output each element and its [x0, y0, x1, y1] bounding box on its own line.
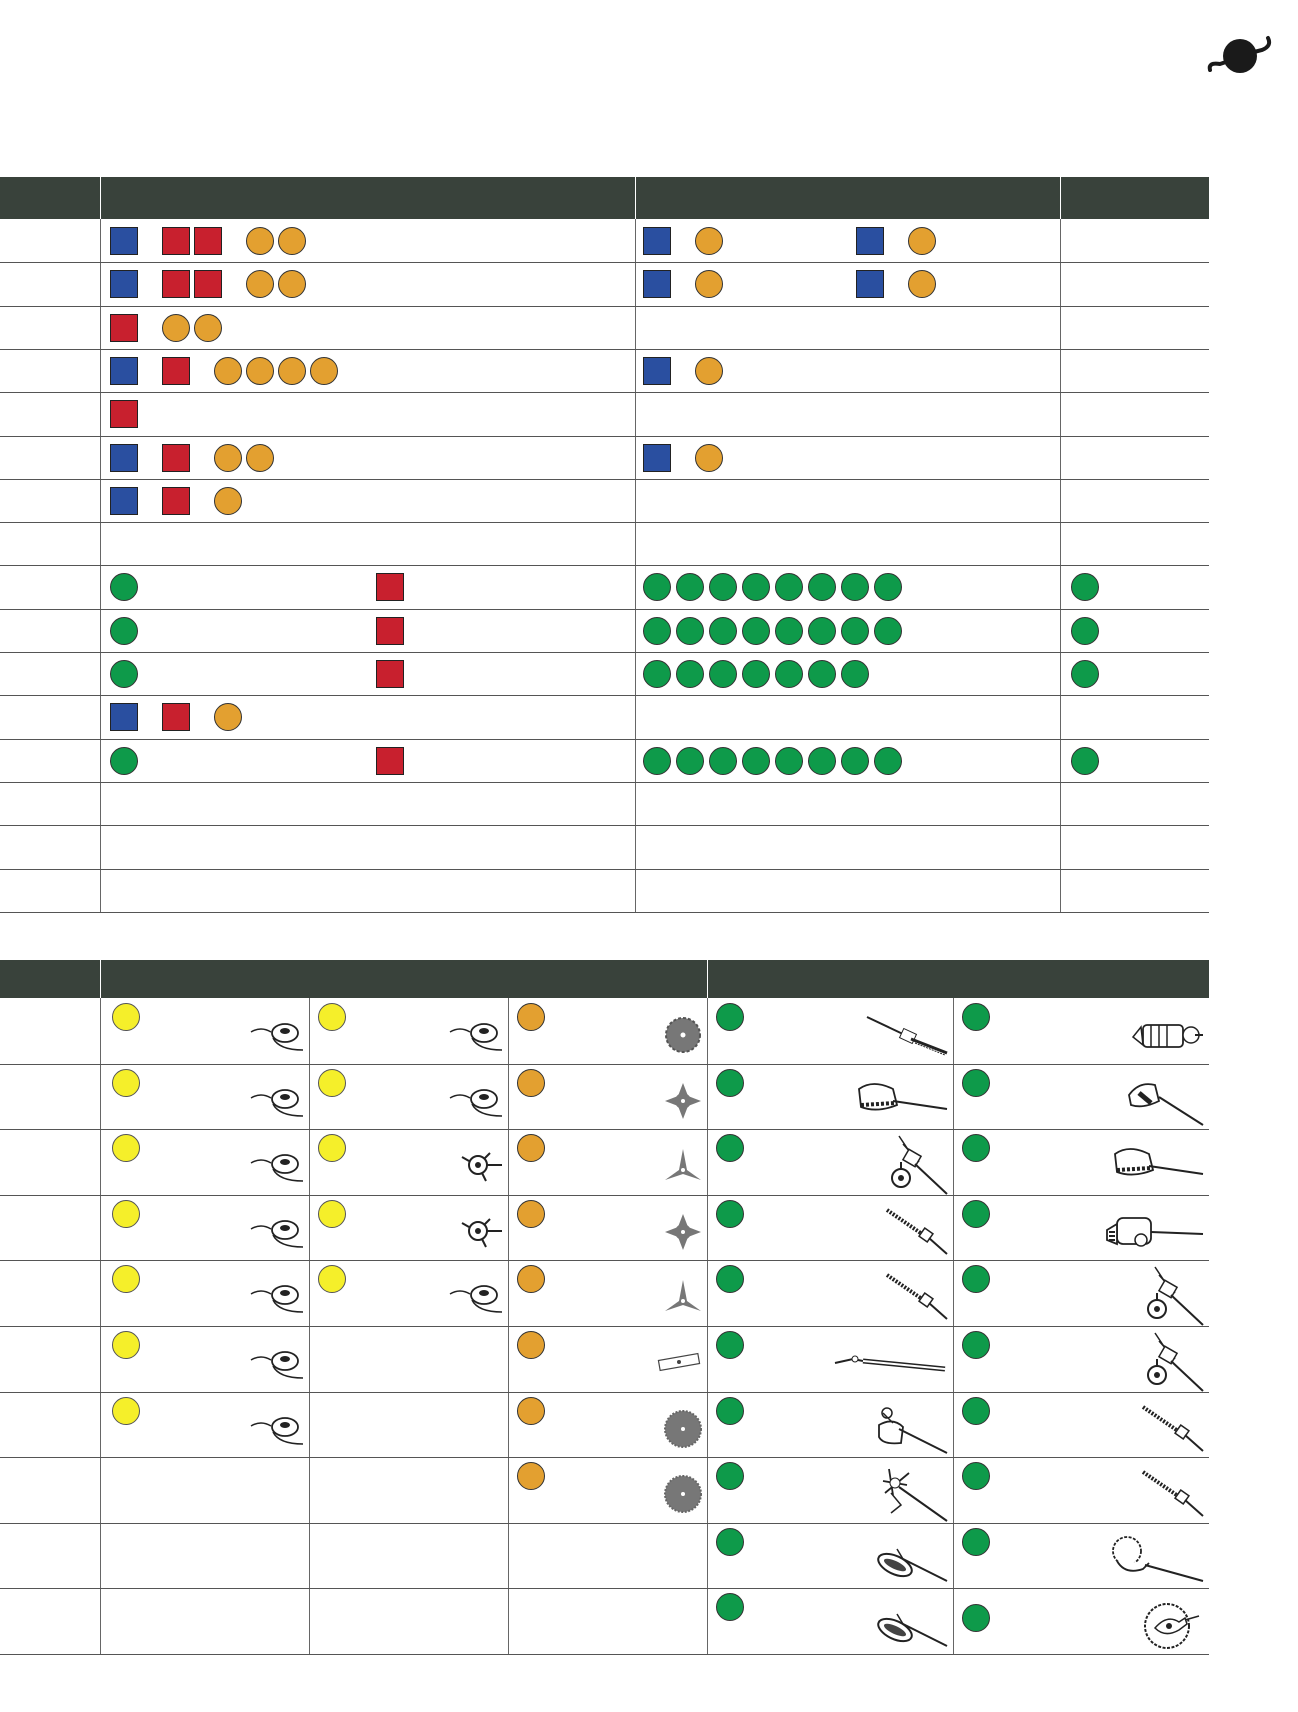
planet-logo-icon — [1206, 34, 1274, 78]
table2-col3-row4-orange-dot — [517, 1200, 545, 1228]
table1-row4-col2-orange-dot — [695, 357, 723, 385]
hedge-trimmer-icon — [885, 1271, 949, 1328]
table1-row3-orange-dot — [194, 314, 222, 342]
table1-row3-red-square — [110, 314, 138, 342]
cultivator-icon — [885, 1134, 949, 1203]
table2-col5-row8-green-dot — [962, 1462, 990, 1490]
table1-row10-col2-green-dot — [874, 617, 902, 645]
triangle-blade-icon — [663, 1277, 703, 1322]
sweeper-attachment-icon — [1125, 1075, 1205, 1132]
tri-blade-head-icon — [460, 1147, 504, 1190]
table2-col1-row5-yellow-dot — [112, 1265, 140, 1293]
table1-header-col1 — [101, 177, 635, 219]
saw-blade-icon — [1139, 1598, 1205, 1657]
table2-col5-row6-green-dot — [962, 1331, 990, 1359]
edger-icon — [873, 1403, 949, 1460]
table1-row6-blue-square — [110, 444, 138, 472]
table1-row2-orange-dot — [278, 270, 306, 298]
table2-col3-row5-orange-dot — [517, 1265, 545, 1293]
table2-col5-row5-green-dot — [962, 1265, 990, 1293]
trimmer-head-icon — [249, 1213, 305, 1256]
table1-row13-green-dot — [110, 747, 138, 775]
table1-row13-col2-green-dot — [643, 747, 671, 775]
trimmer-head-icon — [249, 1147, 305, 1190]
saw-blade-attachment-icon — [1105, 1535, 1205, 1590]
table1-row10-col2-green-dot — [775, 617, 803, 645]
extension-pole-icon — [833, 1347, 949, 1384]
table2-col3-row6-orange-dot — [517, 1331, 545, 1359]
table1-row4-orange-dot — [246, 357, 274, 385]
serrated-blade-icon — [663, 1015, 703, 1060]
table1-row11-col2-green-dot — [808, 660, 836, 688]
tri-blade-head-icon — [460, 1213, 504, 1256]
table1-row2-red-square — [194, 270, 222, 298]
table1-row10-col2-green-dot — [709, 617, 737, 645]
table1-row13-col2-green-dot — [874, 747, 902, 775]
table2-header-col2 — [708, 960, 1209, 998]
power-broom-icon — [1101, 1210, 1205, 1259]
table1-row2-col2b-blue-square — [856, 270, 884, 298]
cultivator-icon — [1141, 1265, 1205, 1334]
hedge-trimmer-icon — [1141, 1403, 1205, 1460]
table1-row10-col2-green-dot — [742, 617, 770, 645]
table2-col3-row3-orange-dot — [517, 1134, 545, 1162]
hedge-trimmer-icon — [885, 1206, 949, 1263]
table1-row11-col2-green-dot — [841, 660, 869, 688]
table1-row13-col2-green-dot — [841, 747, 869, 775]
table1-row10-col2-green-dot — [643, 617, 671, 645]
table2-col4-row7-green-dot — [716, 1397, 744, 1425]
table1-row10-red-square — [376, 617, 404, 645]
table1-row13-col2-green-dot — [775, 747, 803, 775]
table1-row1-blue-square — [110, 227, 138, 255]
table2-col1-row4-yellow-dot — [112, 1200, 140, 1228]
table2-col5-row10-green-dot — [962, 1604, 990, 1632]
table2-col4-row4-green-dot — [716, 1200, 744, 1228]
table1-row4-red-square — [162, 357, 190, 385]
table2-header-col0 — [0, 960, 100, 998]
table2-col2-row3-yellow-dot — [318, 1134, 346, 1162]
table2-col2-row5-yellow-dot — [318, 1265, 346, 1293]
table1-row9-col2-green-dot — [742, 573, 770, 601]
table1-row11-green-dot — [110, 660, 138, 688]
table1-row12-blue-square — [110, 703, 138, 731]
table1-row6-col2-orange-dot — [695, 444, 723, 472]
trimmer-head-icon — [448, 1278, 504, 1321]
table1-row1-red-square — [194, 227, 222, 255]
table1-header-col3 — [1061, 177, 1209, 219]
table1-row1-col2b-orange-dot — [908, 227, 936, 255]
table2-col5-row4-green-dot — [962, 1200, 990, 1228]
table1-row10-green-dot — [110, 617, 138, 645]
four-point-blade-icon — [663, 1081, 703, 1126]
table2-col4-row8-green-dot — [716, 1462, 744, 1490]
table1-row10-col3-green-dot — [1071, 617, 1099, 645]
cultivator-icon — [1141, 1331, 1205, 1400]
table1-row6-orange-dot — [246, 444, 274, 472]
table1-row9-col2-green-dot — [643, 573, 671, 601]
tiller-icon — [879, 1465, 949, 1528]
table1-row9-col2-green-dot — [676, 573, 704, 601]
table1-row11-col2-green-dot — [742, 660, 770, 688]
table1-row4-orange-dot — [214, 357, 242, 385]
flat-blade-icon — [655, 1351, 703, 1380]
trimmer-head-icon — [249, 1410, 305, 1453]
table1-row6-col2-blue-square — [643, 444, 671, 472]
table2-col2-row2-yellow-dot — [318, 1069, 346, 1097]
four-point-blade-icon — [663, 1212, 703, 1257]
table1-row1-orange-dot — [278, 227, 306, 255]
table1-row6-orange-dot — [214, 444, 242, 472]
table1-row9-col2-green-dot — [709, 573, 737, 601]
table2-col5-row2-green-dot — [962, 1069, 990, 1097]
table1-row10-col2-green-dot — [808, 617, 836, 645]
table1-row4-col2-blue-square — [643, 357, 671, 385]
table2-col5-row1-green-dot — [962, 1003, 990, 1031]
table1-header-col0 — [0, 177, 100, 219]
table2-col4-row10-green-dot — [716, 1593, 744, 1621]
pole-saw-icon — [865, 1013, 949, 1062]
table1-row11-red-square — [376, 660, 404, 688]
table1-row7-red-square — [162, 487, 190, 515]
table1-row13-col3-green-dot — [1071, 747, 1099, 775]
table1-row10-col2-green-dot — [676, 617, 704, 645]
table1-row1-red-square — [162, 227, 190, 255]
table1-row1-orange-dot — [246, 227, 274, 255]
table1-row9-red-square — [376, 573, 404, 601]
table1-row7-blue-square — [110, 487, 138, 515]
table2-col1-row2-yellow-dot — [112, 1069, 140, 1097]
table1-row2-col2-blue-square — [643, 270, 671, 298]
table2-col4-row5-green-dot — [716, 1265, 744, 1293]
table1-row2-orange-dot — [246, 270, 274, 298]
table2-col3-row8-orange-dot — [517, 1462, 545, 1490]
trimmer-head-icon — [249, 1344, 305, 1387]
hedge-trimmer-icon — [1141, 1468, 1205, 1525]
brush-cutter-attachment-icon — [1109, 1144, 1205, 1193]
table2-col4-row6-green-dot — [716, 1331, 744, 1359]
table1-row9-col2-green-dot — [808, 573, 836, 601]
table1-row11-col2-green-dot — [709, 660, 737, 688]
trimmer-attachment-icon — [873, 1537, 949, 1588]
table2-col4-row2-green-dot — [716, 1069, 744, 1097]
table2-col1-row6-yellow-dot — [112, 1331, 140, 1359]
table1-row2-col2-orange-dot — [695, 270, 723, 298]
table1-row11-col2-green-dot — [643, 660, 671, 688]
table1-row13-col2-green-dot — [709, 747, 737, 775]
table1-row9-col2-green-dot — [874, 573, 902, 601]
saw-disc-icon — [663, 1474, 703, 1519]
table1-row9-col2-green-dot — [841, 573, 869, 601]
trimmer-head-icon — [249, 1278, 305, 1321]
table1-row7-orange-dot — [214, 487, 242, 515]
table1-row3-orange-dot — [162, 314, 190, 342]
table1-row9-col2-green-dot — [775, 573, 803, 601]
table1-row11-col2-green-dot — [676, 660, 704, 688]
table2-header-col1 — [101, 960, 707, 998]
trimmer-head-icon — [249, 1016, 305, 1059]
table2-col2-row4-yellow-dot — [318, 1200, 346, 1228]
table1-row13-red-square — [376, 747, 404, 775]
table1-row1-col2-blue-square — [643, 227, 671, 255]
trimmer-head-icon — [448, 1016, 504, 1059]
table2-col3-row7-orange-dot — [517, 1397, 545, 1425]
brush-cutter-attachment-icon — [853, 1079, 949, 1128]
table1-row6-red-square — [162, 444, 190, 472]
table2-col5-row7-green-dot — [962, 1397, 990, 1425]
blower-attachment-icon — [1129, 1015, 1205, 1060]
trimmer-attachment-icon — [873, 1602, 949, 1653]
table2-col1-row7-yellow-dot — [112, 1397, 140, 1425]
table2-col3-row2-orange-dot — [517, 1069, 545, 1097]
table1-row4-blue-square — [110, 357, 138, 385]
table1-row10-col2-green-dot — [841, 617, 869, 645]
table1-row2-col2b-orange-dot — [908, 270, 936, 298]
table1-row4-orange-dot — [310, 357, 338, 385]
table2-col4-row1-green-dot — [716, 1003, 744, 1031]
table1-row12-red-square — [162, 703, 190, 731]
table2-col5-row3-green-dot — [962, 1134, 990, 1162]
table1-row11-col2-green-dot — [775, 660, 803, 688]
table2-col4-row9-green-dot — [716, 1528, 744, 1556]
trimmer-head-icon — [249, 1082, 305, 1125]
table1-row4-orange-dot — [278, 357, 306, 385]
table2-col3-row1-orange-dot — [517, 1003, 545, 1031]
table1-row5-red-square — [110, 400, 138, 428]
table1-row1-col2-orange-dot — [695, 227, 723, 255]
table1-row13-col2-green-dot — [676, 747, 704, 775]
table1-row11-col3-green-dot — [1071, 660, 1099, 688]
table2-col5-row9-green-dot — [962, 1528, 990, 1556]
table1-row2-blue-square — [110, 270, 138, 298]
table1-row13-col2-green-dot — [808, 747, 836, 775]
table2-col2-row1-yellow-dot — [318, 1003, 346, 1031]
table1-row1-col2b-blue-square — [856, 227, 884, 255]
table2-col4-row3-green-dot — [716, 1134, 744, 1162]
saw-disc-icon — [663, 1409, 703, 1454]
triangle-blade-icon — [663, 1146, 703, 1191]
table1-row2-red-square — [162, 270, 190, 298]
table2-col1-row1-yellow-dot — [112, 1003, 140, 1031]
table1-header-col2 — [636, 177, 1060, 219]
trimmer-head-icon — [448, 1082, 504, 1125]
table1-row12-orange-dot — [214, 703, 242, 731]
table1-row9-green-dot — [110, 573, 138, 601]
table1-row9-col3-green-dot — [1071, 573, 1099, 601]
table2-col1-row3-yellow-dot — [112, 1134, 140, 1162]
table1-row13-col2-green-dot — [742, 747, 770, 775]
